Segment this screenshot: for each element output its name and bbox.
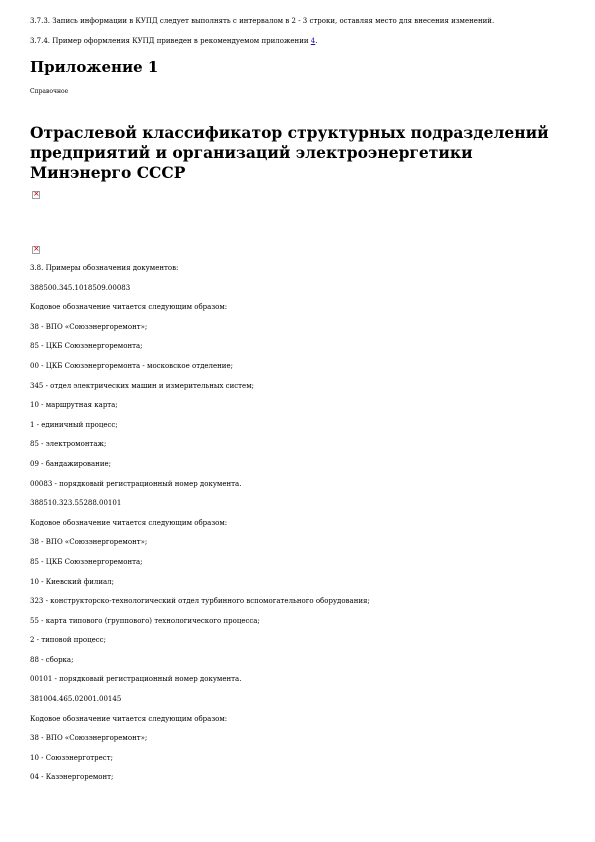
- paragraph-3-7-4-period: .: [315, 37, 318, 45]
- appendix-type-label: Справочное: [30, 88, 69, 95]
- paragraph-3-7-3: 3.7.3. Запись информации в КУПД следует выполнять с интервалом в 2 - 3 строки, оставляя место для внесения изменений.: [30, 17, 495, 25]
- list-line: 38 - ВПО «Союзэнергоремонт»;: [30, 538, 148, 547]
- list-line: 55 - карта типового (группового) технологического процесса;: [30, 616, 260, 625]
- list-line: 38 - ВПО «Союзэнергоремонт»;: [30, 322, 148, 331]
- examples-list: [30, 264, 565, 782]
- list-line: 00083 - порядковый регистрационный номер документа.: [30, 479, 242, 488]
- list-line: 10 - Киевский филиал;: [30, 577, 114, 586]
- appendix-heading: Приложение 1: [30, 58, 159, 76]
- list-line: 2 - типовой процесс;: [30, 636, 106, 645]
- list-line: 04 - Казэнергоремонт;: [30, 773, 114, 782]
- list-line: 388500.345.1018509.00083: [30, 283, 131, 292]
- list-line: Кодовое обозначение читается следующим образом:: [30, 714, 228, 723]
- list-line: 323 - конструкторско-технологический отдел турбинного вспомогательного оборудования;: [30, 597, 370, 606]
- paragraph-3-7-4: [30, 37, 565, 46]
- list-line: 85 - ЦКБ Союзэнергоремонта;: [30, 557, 143, 566]
- list-line: 10 - Союзэнерготрест;: [30, 753, 113, 762]
- list-line: 00 - ЦКБ Союзэнергоремонта - московское отделение;: [30, 361, 233, 370]
- list-line: 345 - отдел электрических машин и измерительных систем;: [30, 381, 254, 390]
- list-line: 38 - ВПО «Союзэнергоремонт»;: [30, 734, 148, 743]
- list-line: 381004.465.02001.00145: [30, 695, 122, 704]
- broken-image-icon: [32, 246, 40, 254]
- list-line: 88 - сборка;: [30, 655, 74, 664]
- list-line: Кодовое обозначение читается следующим образом:: [30, 518, 228, 527]
- list-line: 85 - ЦКБ Союзэнергоремонта;: [30, 342, 143, 351]
- list-line: Кодовое обозначение читается следующим образом:: [30, 303, 228, 312]
- list-line: 10 - маршрутная карта;: [30, 401, 118, 410]
- list-line: 85 - электромонтаж;: [30, 440, 107, 449]
- document-title: Отраслевой классификатор структурных подразделений предприятий и организаций электроэнергетики Минэнерго СССР: [30, 123, 549, 182]
- list-line: 1 - единичный процесс;: [30, 420, 118, 429]
- appendix-4-link[interactable]: 4: [310, 37, 316, 45]
- broken-image-icon: [32, 191, 40, 199]
- paragraph-3-7-4-text: 3.7.4. Пример оформления КУПД приведен в рекомендуемом приложении: [30, 37, 311, 45]
- list-line: 09 - бандажирование;: [30, 459, 112, 468]
- list-line: 3.8. Примеры обозначения документов:: [30, 264, 179, 272]
- list-line: 388510.323.55288.00101: [30, 499, 122, 508]
- list-line: 00101 - порядковый регистрационный номер документа.: [30, 675, 242, 684]
